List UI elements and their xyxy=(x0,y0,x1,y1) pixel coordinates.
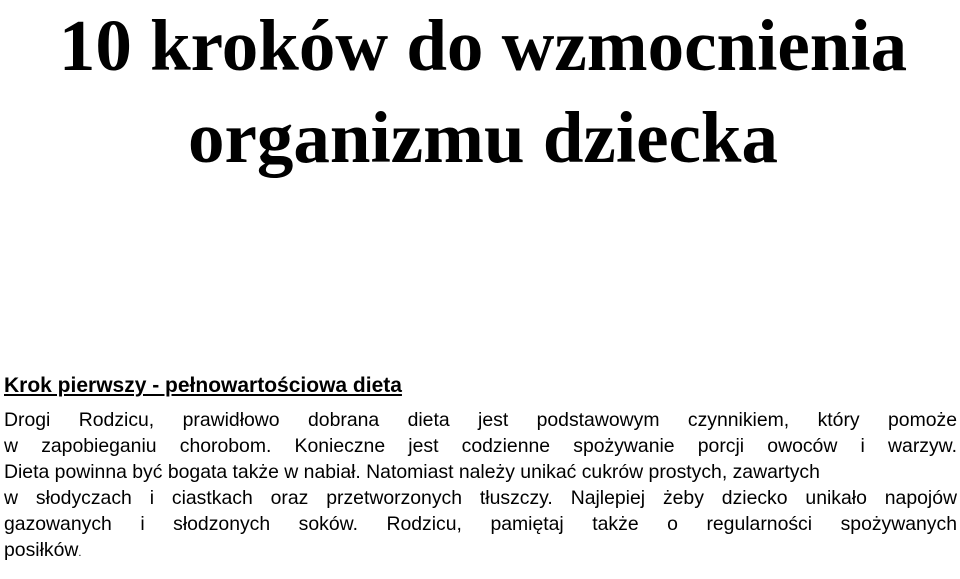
paragraph-line: w zapobieganiu chorobom. Konieczne jest codzienne spożywanie porcji owoców i warzyw. xyxy=(4,435,957,457)
section-heading: Krok pierwszy - pełnowartościowa dieta xyxy=(4,374,402,397)
section-paragraph xyxy=(4,407,957,566)
paragraph-line: gazowanych i słodzonych soków. Rodzicu, pamiętaj także o regularności spożywanych xyxy=(4,513,957,535)
paragraph-line: Drogi Rodzicu, prawidłowo dobrana dieta jest podstawowym czynnikiem, który pomoże xyxy=(4,409,957,431)
paragraph-line: Dieta powinna być bogata także w nabiał. Natomiast należy unikać cukrów prostych, zawartych xyxy=(4,461,820,483)
paragraph-line: w słodyczach i ciastkach oraz przetworzonych tłuszczy. Najlepiej żeby dziecko unikało napojów xyxy=(4,487,957,509)
paragraph-line-text: posiłków xyxy=(4,539,79,561)
paragraph-last-line xyxy=(4,537,957,566)
paragraph-tail: . xyxy=(78,547,82,559)
page-title-line-1: 10 kroków do wzmocnienia xyxy=(58,5,908,86)
page-title xyxy=(8,0,958,184)
page-title-line-2: organizmu dziecka xyxy=(187,97,779,178)
